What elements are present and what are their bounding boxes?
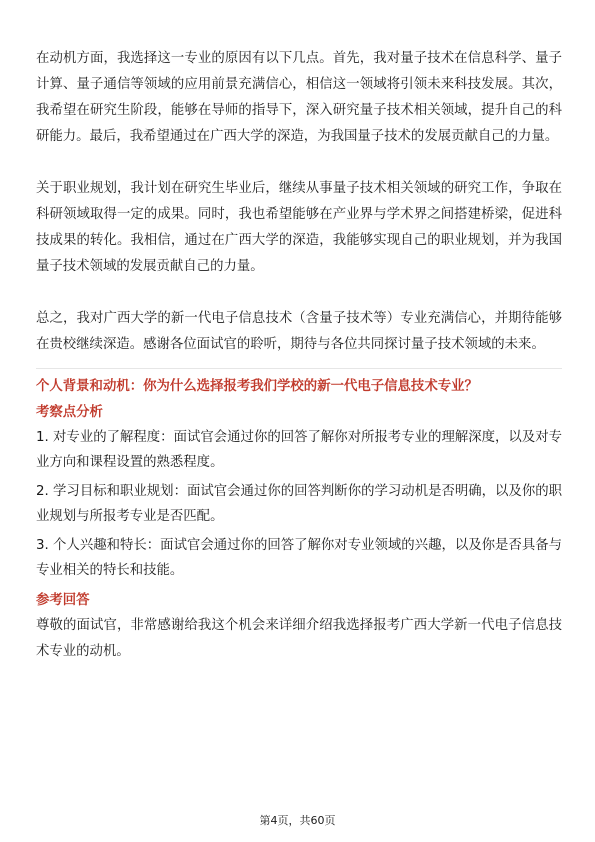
body-paragraph-motivation: 在动机方面，我选择这一专业的原因有以下几点。首先，我对量子技术在信息科学、量子计算、量子通信等领域的应用前景充满信心，相信这一领域将引领未来科技发展。其次，我希望在研究生阶段，能够在导师的指导下，深入研究量子技术相关领域，提升自己的科研能力。最后，我希望通过在广西大学的深造，为我国量子技术的发展贡献自己的力量。 (36, 51, 562, 144)
question-title: 个人背景和动机：你为什么选择报考我们学校的新一代电子信息技术专业？ (36, 379, 478, 394)
page-footer: 第4页，共60页 (259, 814, 336, 827)
document-page (36, 46, 562, 665)
answer-text: 尊敬的面试官，非常感谢给我这个机会来详细介绍我选择报考广西大学新一代电子信息技术专业的动机。 (36, 618, 562, 659)
analysis-point-2: 2. 学习目标和职业规划：面试官会通过你的回答判断你的学习动机是否明确，以及你的职业规划与所报考专业是否匹配。 (36, 484, 562, 524)
analysis-point-3: 3. 个人兴趣和特长：面试官会通过你的回答了解你对专业领域的兴趣，以及你是否具备与专业相关的特长和技能。 (36, 538, 562, 578)
analysis-point-1: 1. 对专业的了解程度：面试官会通过你的回答了解你对所报考专业的理解深度，以及对专业方向和课程设置的熟悉程度。 (36, 430, 562, 470)
body-paragraph-career: 关于职业规划，我计划在研究生毕业后，继续从事量子技术相关领域的研究工作，争取在科研领域取得一定的成果。同时，我也希望能够在产业界与学术界之间搭建桥梁，促进科技成果的转化。我相信，通过在广西大学的深造，我能够实现自己的职业规划，并为我国量子技术领域的发展贡献自己的力量。 (36, 181, 562, 274)
analysis-heading: 考察点分析 (36, 405, 103, 420)
section-divider (36, 368, 562, 369)
answer-heading: 参考回答 (36, 593, 90, 608)
body-paragraph-conclusion: 总之，我对广西大学的新一代电子信息技术（含量子技术等）专业充满信心，并期待能够在贵校继续深造。感谢各位面试官的聆听，期待与各位共同探讨量子技术领域的未来。 (36, 311, 562, 352)
